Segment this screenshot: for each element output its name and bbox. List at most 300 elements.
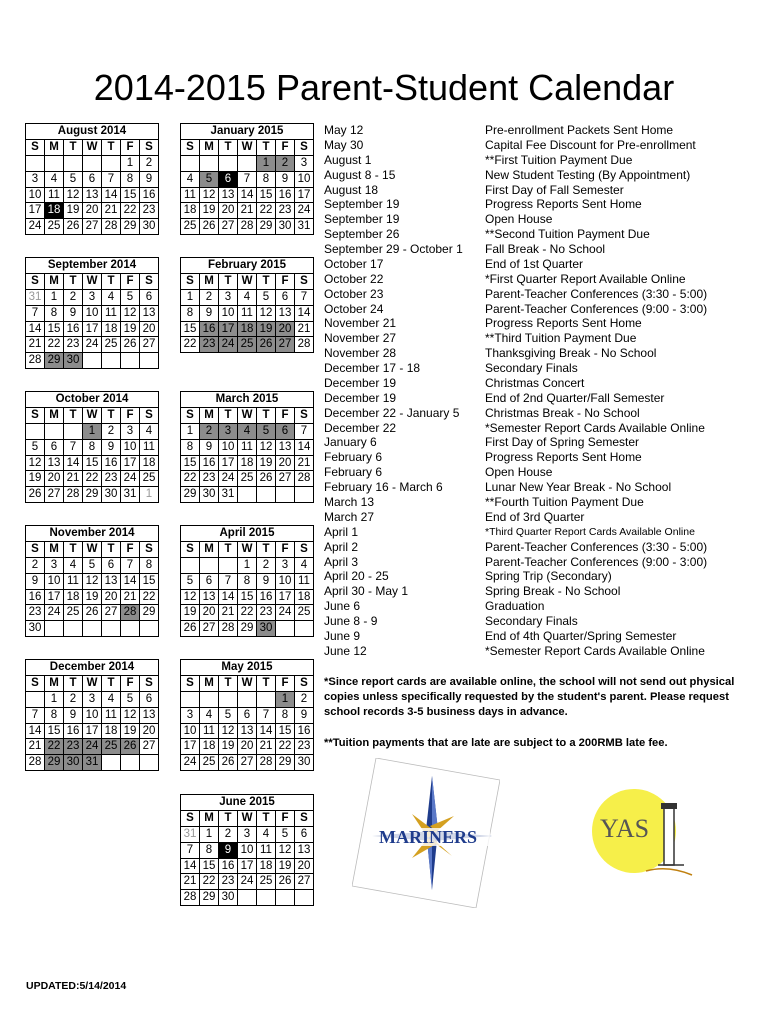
- event-row: [324, 376, 764, 391]
- event-row: [324, 257, 764, 272]
- calendar-day: 10: [295, 171, 314, 187]
- calendar-day: 22: [200, 874, 219, 890]
- calendar-day: 4: [64, 557, 83, 573]
- weekday-header: F: [121, 541, 140, 557]
- calendar-day: 24: [83, 337, 102, 353]
- calendar-day: 24: [83, 739, 102, 755]
- calendar-day: 2: [276, 155, 295, 171]
- calendar-day: 26: [26, 487, 45, 503]
- calendar-day: 30: [200, 487, 219, 503]
- weekday-header: S: [26, 139, 45, 155]
- calendar-day: 3: [83, 289, 102, 305]
- calendar-day: 4: [45, 171, 64, 187]
- weekday-header: T: [257, 541, 276, 557]
- calendar-day: 20: [276, 455, 295, 471]
- calendar-day: [257, 691, 276, 707]
- weekday-header: S: [140, 407, 159, 423]
- calendar-day: 1: [200, 826, 219, 842]
- calendar-day: 31: [83, 755, 102, 771]
- event-row: [324, 614, 764, 629]
- calendar-day: 3: [219, 423, 238, 439]
- calendar-day: 30: [276, 219, 295, 235]
- weekday-header: W: [238, 541, 257, 557]
- calendar-day: 19: [181, 605, 200, 621]
- calendar-day: 27: [83, 219, 102, 235]
- calendar-day: 1: [181, 423, 200, 439]
- calendar-day: 4: [295, 557, 314, 573]
- event-row: [324, 599, 764, 614]
- weekday-header: W: [83, 675, 102, 691]
- calendar-day: 9: [200, 439, 219, 455]
- calendar-day: 21: [102, 203, 121, 219]
- event-date: May 12: [324, 123, 364, 137]
- calendar-day: 3: [238, 826, 257, 842]
- calendar-day: 21: [121, 589, 140, 605]
- event-row: [324, 272, 764, 287]
- calendar-day: 19: [276, 858, 295, 874]
- yas-logo: [588, 785, 698, 885]
- calendar-day: 22: [238, 605, 257, 621]
- calendar-day: 6: [45, 439, 64, 455]
- calendar-day: 6: [276, 423, 295, 439]
- calendar-day: 3: [83, 691, 102, 707]
- calendar-month: [25, 525, 159, 637]
- calendar-day: 1: [181, 289, 200, 305]
- calendar-day: 11: [181, 187, 200, 203]
- weekday-header: M: [200, 810, 219, 826]
- calendar-day: 13: [276, 305, 295, 321]
- calendar-day: [295, 621, 314, 637]
- calendar-day: 22: [181, 471, 200, 487]
- calendar-day: 13: [83, 187, 102, 203]
- weekday-header: F: [121, 675, 140, 691]
- event-date: December 17 - 18: [324, 361, 421, 376]
- calendar-day: 30: [219, 890, 238, 906]
- weekday-header: M: [45, 675, 64, 691]
- calendar-day: 5: [26, 439, 45, 455]
- calendar-day: 30: [64, 755, 83, 771]
- calendar-day: 29: [238, 621, 257, 637]
- calendar-month-title: August 2014: [26, 124, 159, 140]
- calendar-day: 4: [257, 826, 276, 842]
- event-date: August 8 - 15: [324, 167, 396, 182]
- event-date: February 6: [324, 450, 383, 465]
- page-title: 2014-2015 Parent-Student Calendar: [93, 67, 675, 108]
- calendar-day: 15: [181, 321, 200, 337]
- event-description: End of 3rd Quarter: [485, 509, 585, 524]
- weekday-header: M: [45, 273, 64, 289]
- event-row: [324, 644, 764, 659]
- calendar-day: 26: [276, 874, 295, 890]
- event-description: Parent-Teacher Conferences (9:00 - 3:00): [485, 301, 708, 316]
- calendar-day: [181, 691, 200, 707]
- calendar-day: 23: [276, 203, 295, 219]
- calendar-day: 22: [83, 471, 102, 487]
- calendar-day: 9: [276, 171, 295, 187]
- calendar-day: 5: [121, 691, 140, 707]
- calendar-day: 15: [45, 723, 64, 739]
- weekday-header: W: [238, 407, 257, 423]
- calendar-day: 20: [219, 203, 238, 219]
- event-row: [324, 584, 764, 599]
- report-card-note: *Since report cards are available online, the school will not send out physical copies unless specifically requested by the student's parent. Please request school records 3-5 business days in advance.: [324, 676, 735, 718]
- calendar-day: [45, 621, 64, 637]
- calendar-day: 12: [64, 187, 83, 203]
- calendar-day: 14: [26, 321, 45, 337]
- event-date: June 12: [324, 643, 367, 658]
- calendar-day: 16: [257, 589, 276, 605]
- event-row: [324, 555, 764, 570]
- calendar-day: [238, 691, 257, 707]
- calendar-day: 13: [45, 455, 64, 471]
- calendar-day: 31: [121, 487, 140, 503]
- weekday-header: S: [181, 407, 200, 423]
- calendar-day: 9: [140, 171, 159, 187]
- calendar-day: 16: [200, 321, 219, 337]
- event-description: Parent-Teacher Conferences (9:00 - 3:00): [485, 554, 708, 569]
- event-row: [324, 287, 764, 302]
- weekday-header: S: [181, 139, 200, 155]
- calendar-day: 13: [140, 707, 159, 723]
- calendar-day: 31: [219, 487, 238, 503]
- calendar-day: 17: [238, 858, 257, 874]
- calendar-day: 6: [200, 573, 219, 589]
- event-description: Progress Reports Sent Home: [485, 450, 642, 465]
- calendar-day: 26: [257, 337, 276, 353]
- calendar-day: [45, 423, 64, 439]
- event-row: [324, 123, 764, 138]
- event-description: Progress Reports Sent Home: [485, 316, 642, 331]
- calendar-day: 30: [295, 755, 314, 771]
- calendar-day: 15: [257, 187, 276, 203]
- event-description: *Semester Report Cards Available Online: [485, 643, 705, 658]
- calendar-day: 22: [140, 589, 159, 605]
- calendar-month-title: December 2014: [26, 660, 159, 676]
- calendar-day: 11: [257, 842, 276, 858]
- calendar-day: 8: [181, 439, 200, 455]
- calendar-day: 16: [102, 455, 121, 471]
- calendar-day: 24: [26, 219, 45, 235]
- calendar-day: 7: [121, 557, 140, 573]
- calendar-month-title: February 2015: [181, 258, 314, 274]
- calendar-month: [180, 794, 314, 906]
- calendar-day: 14: [121, 573, 140, 589]
- calendar-day: 23: [200, 337, 219, 353]
- calendar-day: 28: [295, 471, 314, 487]
- weekday-header: S: [295, 810, 314, 826]
- calendar-day: 5: [200, 171, 219, 187]
- weekday-header: S: [26, 273, 45, 289]
- calendar-day: 6: [83, 171, 102, 187]
- event-description: End of 2nd Quarter/Fall Semester: [485, 390, 665, 405]
- event-date: October 22: [324, 271, 384, 286]
- calendar-day: [64, 423, 83, 439]
- event-date: September 26: [324, 227, 400, 242]
- calendar-day: 14: [295, 305, 314, 321]
- calendar-day: 28: [238, 219, 257, 235]
- calendar-day: 20: [140, 723, 159, 739]
- calendar-day: 23: [64, 739, 83, 755]
- calendar-day: 20: [200, 605, 219, 621]
- calendar-day: 21: [295, 455, 314, 471]
- calendar-day: 24: [295, 203, 314, 219]
- calendar-day: 1: [238, 557, 257, 573]
- calendar-day: 7: [295, 423, 314, 439]
- calendar-day: 28: [26, 755, 45, 771]
- calendar-day: 14: [26, 723, 45, 739]
- calendar-day: 9: [64, 707, 83, 723]
- calendar-month-title: June 2015: [181, 795, 314, 811]
- calendar-day: 10: [121, 439, 140, 455]
- calendar-day: 27: [200, 621, 219, 637]
- calendar-day: 18: [238, 455, 257, 471]
- calendar-day: 3: [295, 155, 314, 171]
- calendar-day: 17: [83, 321, 102, 337]
- calendar-day: 10: [26, 187, 45, 203]
- event-description: *Third Quarter Report Cards Available Online: [485, 525, 695, 538]
- calendar-day: 25: [257, 874, 276, 890]
- calendar-day: 26: [257, 471, 276, 487]
- calendar-day: 8: [276, 707, 295, 723]
- event-description: *First Quarter Report Available Online: [485, 271, 686, 286]
- calendar-day: 18: [200, 739, 219, 755]
- calendar-day: 30: [64, 353, 83, 369]
- calendar-day: 29: [45, 755, 64, 771]
- calendar-day: 12: [121, 707, 140, 723]
- calendar-month: [180, 391, 314, 503]
- calendar-day: 3: [26, 171, 45, 187]
- calendar-day: 27: [276, 471, 295, 487]
- calendar-day: 24: [181, 755, 200, 771]
- weekday-header: F: [276, 675, 295, 691]
- calendar-day: 23: [200, 471, 219, 487]
- event-description: Parent-Teacher Conferences (3:30 - 5:00): [485, 286, 708, 301]
- event-description: First Day of Fall Semester: [485, 182, 624, 197]
- calendar-day: 31: [295, 219, 314, 235]
- calendar-day: [83, 155, 102, 171]
- calendar-day: 15: [200, 858, 219, 874]
- calendar-day: 12: [181, 589, 200, 605]
- weekday-header: M: [200, 541, 219, 557]
- event-row: [324, 569, 764, 584]
- calendar-day: 10: [238, 842, 257, 858]
- calendar-day: 24: [121, 471, 140, 487]
- event-description: Christmas Break - No School: [485, 405, 640, 420]
- calendar-day: 7: [238, 171, 257, 187]
- event-row: [324, 510, 764, 525]
- calendar-day: 23: [26, 605, 45, 621]
- calendar-day: 22: [45, 337, 64, 353]
- calendar-day: 8: [140, 557, 159, 573]
- event-description: Secondary Finals: [485, 614, 578, 629]
- weekday-header: T: [219, 675, 238, 691]
- calendar-day: 20: [140, 321, 159, 337]
- weekday-header: T: [257, 407, 276, 423]
- weekday-header: S: [295, 541, 314, 557]
- weekday-header: W: [238, 675, 257, 691]
- calendar-day: 27: [238, 755, 257, 771]
- calendar-day: 16: [64, 723, 83, 739]
- weekday-header: W: [238, 810, 257, 826]
- weekday-header: S: [26, 541, 45, 557]
- event-date: April 1: [324, 524, 359, 539]
- calendar-day: 8: [45, 707, 64, 723]
- event-date: June 8 - 9: [324, 614, 378, 629]
- weekday-header: T: [64, 273, 83, 289]
- calendar-day: 12: [121, 305, 140, 321]
- calendar-day: 18: [45, 203, 64, 219]
- calendar-day: 10: [181, 723, 200, 739]
- calendar-day: 3: [121, 423, 140, 439]
- weekday-header: F: [276, 139, 295, 155]
- calendar-day: 17: [26, 203, 45, 219]
- event-date: November 28: [324, 346, 397, 361]
- calendar-day: [102, 155, 121, 171]
- calendar-day: 5: [257, 423, 276, 439]
- event-description: Capital Fee Discount for Pre-enrollment: [485, 137, 696, 152]
- event-date: September 19: [324, 212, 400, 227]
- calendar-day: 23: [257, 605, 276, 621]
- event-row: [324, 435, 764, 450]
- event-row: [324, 391, 764, 406]
- calendar-day: 12: [200, 187, 219, 203]
- calendar-day: 21: [219, 605, 238, 621]
- calendar-month-title: October 2014: [26, 392, 159, 408]
- calendar-day: 25: [45, 219, 64, 235]
- weekday-header: M: [45, 541, 64, 557]
- weekday-header: T: [64, 407, 83, 423]
- calendar-day: 14: [181, 858, 200, 874]
- calendar-day: 11: [102, 305, 121, 321]
- calendar-day: 10: [45, 573, 64, 589]
- calendar-day: 8: [181, 305, 200, 321]
- calendar-day: [64, 155, 83, 171]
- calendar-day: 26: [200, 219, 219, 235]
- event-row: [324, 302, 764, 317]
- calendar-day: [102, 755, 121, 771]
- weekday-header: T: [64, 139, 83, 155]
- calendar-day: 19: [83, 589, 102, 605]
- calendar-day: 7: [257, 707, 276, 723]
- calendar-day: 21: [181, 874, 200, 890]
- calendar-day: 29: [83, 487, 102, 503]
- event-description: End of 4th Quarter/Spring Semester: [485, 628, 677, 643]
- calendar-day: [83, 621, 102, 637]
- weekday-header: S: [140, 139, 159, 155]
- calendar-day: 10: [219, 439, 238, 455]
- weekday-header: S: [295, 139, 314, 155]
- event-description: New Student Testing (By Appointment): [485, 167, 691, 182]
- event-description: Graduation: [485, 599, 545, 614]
- weekday-header: T: [257, 273, 276, 289]
- calendar-day: [181, 557, 200, 573]
- calendar-day: 24: [276, 605, 295, 621]
- event-date: September 29 - October 1: [324, 242, 463, 257]
- calendar-month: [180, 525, 314, 637]
- calendar-day: 4: [238, 289, 257, 305]
- calendar-day: 24: [219, 337, 238, 353]
- calendar-day: 2: [257, 557, 276, 573]
- calendar-day: [121, 353, 140, 369]
- calendar-day: 22: [276, 739, 295, 755]
- calendar-day: 25: [102, 739, 121, 755]
- calendar-day: [219, 691, 238, 707]
- calendar-day: 23: [102, 471, 121, 487]
- weekday-header: M: [200, 675, 219, 691]
- event-date: November 27: [324, 331, 397, 346]
- calendar-day: 27: [219, 219, 238, 235]
- calendar-day: 15: [45, 321, 64, 337]
- weekday-header: M: [45, 139, 64, 155]
- event-date: January 6: [324, 435, 377, 450]
- calendar-day: 2: [140, 155, 159, 171]
- calendar-month: [180, 257, 314, 353]
- calendar-day: 13: [140, 305, 159, 321]
- calendar-day: 20: [295, 858, 314, 874]
- calendar-day: 21: [64, 471, 83, 487]
- calendar-day: [238, 155, 257, 171]
- calendar-day: 12: [219, 723, 238, 739]
- calendar-day: 2: [26, 557, 45, 573]
- calendar-day: 18: [181, 203, 200, 219]
- weekday-header: S: [181, 541, 200, 557]
- calendar-day: 9: [102, 439, 121, 455]
- calendar-day: 10: [83, 707, 102, 723]
- calendar-month: [25, 659, 159, 771]
- calendar-day: 12: [83, 573, 102, 589]
- mariners-logo-text: MARINERS: [378, 827, 478, 847]
- calendar-day: 30: [102, 487, 121, 503]
- weekday-header: T: [219, 810, 238, 826]
- calendar-day: [64, 621, 83, 637]
- calendar-day: 22: [121, 203, 140, 219]
- calendar-day: 18: [102, 321, 121, 337]
- calendar-day: 28: [257, 755, 276, 771]
- event-description: Open House: [485, 465, 553, 480]
- calendar-day: 27: [45, 487, 64, 503]
- event-date: September 19: [324, 197, 400, 212]
- weekday-header: S: [181, 273, 200, 289]
- event-row: [324, 450, 764, 465]
- calendar-day: 7: [64, 439, 83, 455]
- weekday-header: F: [121, 407, 140, 423]
- tuition-note: **Tuition payments that are late are subject to a 200RMB late fee.: [324, 737, 668, 749]
- event-description: Spring Break - No School: [485, 584, 621, 599]
- event-row: [324, 242, 764, 257]
- calendar-day: [219, 557, 238, 573]
- calendar-day: [200, 557, 219, 573]
- calendar-day: 16: [295, 723, 314, 739]
- weekday-header: T: [257, 810, 276, 826]
- calendar-day: [257, 487, 276, 503]
- calendar-day: 29: [257, 219, 276, 235]
- event-date: November 21: [324, 316, 397, 331]
- weekday-header: T: [219, 273, 238, 289]
- event-row: [324, 465, 764, 480]
- calendar-day: 17: [219, 321, 238, 337]
- event-row: [324, 183, 764, 198]
- calendar-day: 19: [64, 203, 83, 219]
- event-date: August 1: [324, 152, 372, 167]
- event-date: April 20 - 25: [324, 569, 389, 584]
- calendar-day: 6: [102, 557, 121, 573]
- calendar-day: 13: [200, 589, 219, 605]
- event-row: [324, 495, 764, 510]
- event-date: March 13: [324, 495, 375, 509]
- event-description: **Fourth Tuition Payment Due: [485, 495, 644, 509]
- calendar-day: [102, 353, 121, 369]
- calendar-day: 13: [102, 573, 121, 589]
